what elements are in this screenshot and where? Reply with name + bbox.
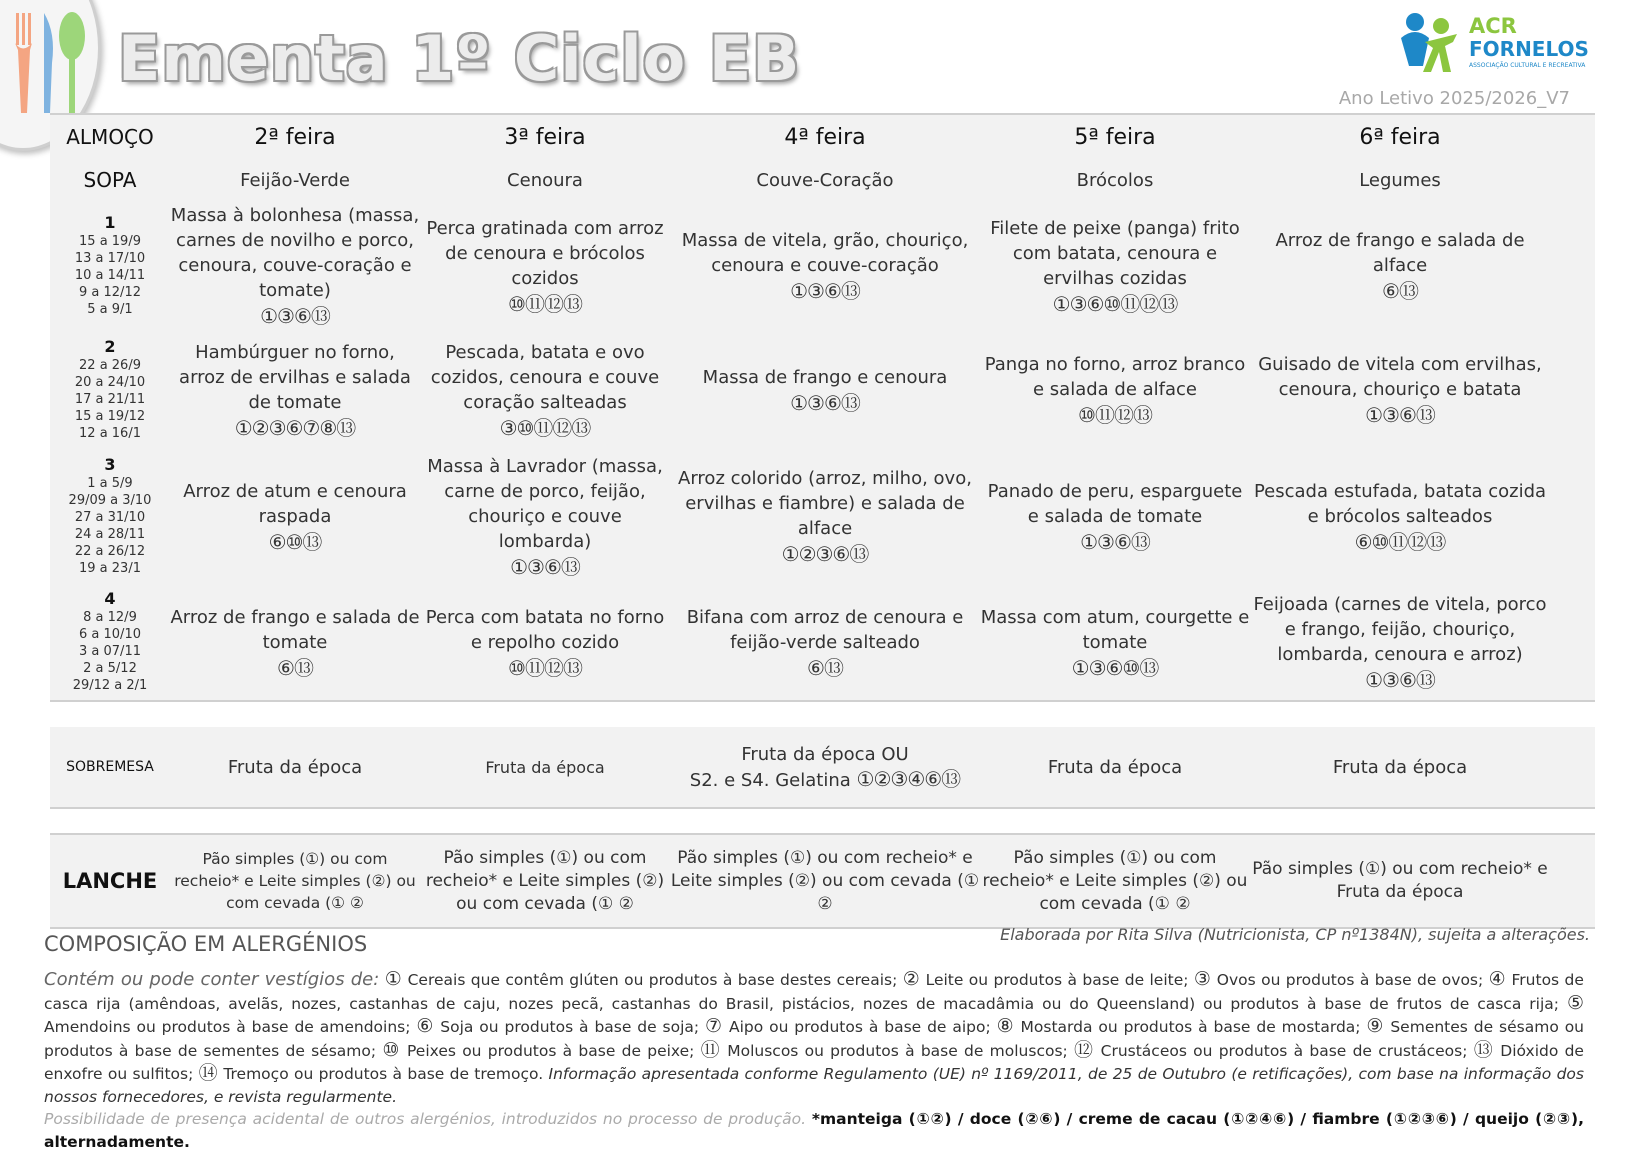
meal-text: Guisado de vitela com ervilhas, cenoura, chouriço e batata [1258,354,1542,400]
meal-allergens: ①②③⑥⑦⑧⑬ [234,415,356,440]
meal-allergens: ①③⑥⑬ [1365,668,1435,692]
allergen-description: Crustáceos ou produtos à base de crustáceos; [1100,1041,1468,1060]
lanche-label: LANCHE [62,868,158,893]
meal-text: Massa à bolonhesa (massa, carnes de novilho e porco, cenoura, couve-coração e tomate) [170,205,420,301]
meal-allergens: ①③⑥⑬ [790,390,860,415]
meal-allergens: ①③⑥⑩⑪⑫⑬ [1052,291,1178,316]
meal-text: Pescada, batata e ovo cozidos, cenoura e couve coração salteadas [430,341,660,413]
week-label [50,448,170,583]
meal-text: Massa de vitela, grão, chouriço, cenoura e couve-coração [681,230,969,276]
meal-friday [1250,200,1550,330]
page-title: Ementa 1º Ciclo EB [118,22,801,95]
sopa-row [50,160,1595,200]
meal-tuesday [420,448,670,583]
meal-allergens: ⑥⑬ [1382,279,1418,303]
sobremesa-tuesday: Fruta da época [485,757,605,777]
meal-wednesday [670,448,980,583]
meal-thursday [980,200,1250,330]
meal-text: Perca gratinada com arroz de cenoura e brócolos cozidos [426,217,664,289]
utensils-icon [6,8,96,118]
meal-allergens: ①③⑥⑬ [1080,529,1150,554]
meal-wednesday [670,583,980,700]
meal-allergens: ③⑩⑪⑫⑬ [499,415,591,440]
day-monday: 2ª feira [254,125,336,150]
week-number: 2 [104,336,116,356]
meal-friday [1250,448,1550,583]
logo-fornelos: FORNELOS [1469,37,1589,61]
allergen-number: ⑧ [996,1015,1015,1037]
allergen-number: ⑥ [416,1015,435,1037]
days-header-row [50,115,1595,160]
meal-text: Filete de peixe (panga) frito com batata, cenoura e ervilhas cozidas [990,217,1240,289]
lanche-thursday: Pão simples (①) ou com recheio* e Leite simples (②) ou com cevada (① ② [982,847,1248,914]
meal-text: Perca com batata no forno e repolho cozido [425,606,665,653]
meal-thursday [980,330,1250,448]
meal-text: Feijoada (carnes de vitela, porco e frango, feijão, chouriço, lombarda, cenoura e arroz) [1253,594,1547,665]
meal-wednesday [670,200,980,330]
sobremesa-friday: Fruta da época [1332,756,1468,778]
filling-note: *manteiga (①②) / doce (②⑥) / creme de cacau (①②④⑥) / fiambre (①②③⑥) / queijo (②③), alternadamente. [44,1110,1584,1151]
week-dates: 22 a 26/9 20 a 24/10 17 a 21/11 15 a 19/12 12 a 16/1 [74,357,146,441]
logo-subtitle: ASSOCIAÇÃO CULTURAL E RECREATIVA [1469,62,1586,69]
almoco-label: ALMOÇO [66,125,154,149]
allergen-number: ⑦ [705,1015,724,1037]
allergen-number: ⑩ [382,1038,401,1061]
week-dates: 1 a 5/9 29/09 a 3/10 27 a 31/10 24 a 28/11 22 a 26/12 19 a 23/1 [68,475,152,576]
meal-text: Hambúrguer no forno, arroz de ervilhas e salada de tomate [179,341,411,413]
meal-friday [1250,330,1550,448]
meal-allergens: ①③⑥⑬ [1365,403,1435,427]
legend-lead: Contém ou pode conter vestígios de: [44,969,380,990]
sobremesa-label: SOBREMESA [66,758,154,775]
allergen-number: ⑭ [198,1062,219,1084]
logo-figures-icon [1395,8,1467,78]
week-number: 1 [104,212,116,232]
school-year: Ano Letivo 2025/2026_V7 [1338,88,1570,109]
allergen-number: ⑤ [1566,991,1584,1014]
meal-allergens: ⑥⑩⑬ [268,529,322,554]
meal-text: Panado de peru, esparguete e salada de tomate [987,480,1243,527]
week-label [50,583,170,700]
day-friday: 6ª feira [1359,125,1441,150]
allergen-description: Mostarda ou produtos à base de mostarda; [1020,1018,1361,1036]
sobremesa-thursday: Fruta da época [1047,756,1183,778]
allergen-number: ① [384,968,403,990]
allergen-legend [44,968,1584,1153]
week-row-4 [50,583,1595,702]
composition-title: COMPOSIÇÃO EM ALERGÉNIOS [44,932,368,956]
allergen-description: Frutos de casca rija (amêndoas, avelãs, nozes, castanhas de caju, nozes pecã, castanhas do Brasil, pistácios, nozes de macadâmia ou do Queensland) ou produtos à base de frutos de casca rija; [44,971,1584,1013]
meal-wednesday [670,330,980,448]
meal-text: Arroz colorido (arroz, milho, ovo, ervilhas e fiambre) e salada de alface [678,468,972,539]
meal-allergens: ①②③⑥⑬ [781,542,869,566]
sobremesa-monday: Fruta da época [227,756,363,778]
meal-tuesday [420,200,670,330]
sobremesa-wednesday-line1: Fruta da época OU [741,743,909,765]
allergen-description: Leite ou produtos à base de leite; [925,971,1189,989]
meal-monday [170,330,420,448]
meal-monday [170,200,420,330]
allergen-number: ④ [1488,968,1507,990]
sobremesa-wednesday [670,727,980,807]
sopa-wednesday: Couve-Coração [756,169,894,191]
meal-allergens: ⑥⑩⑪⑫⑬ [1354,529,1446,554]
gelatina-text: S2. e S4. Gelatina [689,769,851,791]
meal-allergens: ⑩⑪⑫⑬ [1078,403,1152,427]
week-dates: 15 a 19/9 13 a 17/10 10 a 14/11 9 a 12/12 5 a 9/1 [74,233,146,317]
sopa-label: SOPA [83,167,137,192]
allergen-description: Soja ou produtos à base de soja; [440,1018,700,1036]
meal-tuesday [420,583,670,700]
regulation-note: Informação apresentada conforme Regulamento (UE) nº 1169/2011, de 25 de Outubro (e retificações), com base na informação dos nossos fornecedores, e revista regularmente. [44,1065,1584,1106]
meal-thursday [980,448,1250,583]
day-wednesday: 4ª feira [784,125,866,150]
week-label [50,200,170,330]
meal-allergens: ①③⑥⑬ [790,279,860,303]
meal-allergens: ⑩⑪⑫⑬ [508,291,582,316]
gelatina-allergens: ①②③④⑥⑬ [856,766,961,791]
meal-monday [170,448,420,583]
meal-monday [170,583,420,700]
meal-friday [1250,583,1550,700]
week-label [50,330,170,448]
allergen-number: ⑪ [700,1038,721,1061]
meal-text: Massa com atum, courgette e tomate [980,606,1250,653]
meal-tuesday [420,330,670,448]
allergen-description: Dióxido de enxofre ou sulfitos; [44,1041,1584,1083]
meal-allergens: ①③⑥⑬ [260,304,330,328]
meal-allergens: ⑩⑪⑫⑬ [508,655,582,680]
lanche-friday: Pão simples (①) ou com recheio* e Fruta da época [1252,859,1548,902]
week-number: 3 [104,454,116,474]
sobremesa-wednesday-line2 [690,767,960,793]
allergen-number: ⑬ [1473,1038,1495,1061]
meal-text: Bifana com arroz de cenoura e feijão-verde salteado [686,606,964,653]
meal-text: Pescada estufada, batata cozida e brócolos salteados [1253,480,1547,527]
sobremesa-row [50,727,1595,809]
lanche-tuesday: Pão simples (①) ou com recheio* e Leite simples (②) ou com cevada (① ② [425,847,665,914]
sopa-thursday: Brócolos [1076,169,1154,191]
week-dates: 8 a 12/9 6 a 10/10 3 a 07/11 2 a 5/12 29/12 a 2/1 [72,610,148,693]
lanche-monday: Pão simples (①) ou com recheio* e Leite simples (②) ou com cevada (① ② [174,850,416,912]
day-tuesday: 3ª feira [504,125,586,150]
allergen-number: ② [902,968,921,990]
meal-text: Arroz de atum e cenoura raspada [183,480,407,527]
day-thursday: 5ª feira [1074,125,1156,150]
acr-fornelos-logo [1395,8,1600,78]
meal-allergens: ⑥⑬ [807,655,843,680]
allergen-description: Aipo ou produtos à base de aipo; [728,1018,991,1036]
allergen-description: Cereais que contêm glúten ou produtos à base destes cereais; [407,971,898,989]
sopa-friday: Legumes [1359,169,1441,191]
lanche-wednesday: Pão simples (①) ou com recheio* e Leite simples (②) ou com cevada (① ② [670,847,980,914]
allergen-description: Ovos ou produtos à base de ovos; [1216,971,1484,989]
week-number: 4 [104,589,116,608]
meal-text: Massa de frango e cenoura [702,366,948,388]
allergen-number: ③ [1193,968,1212,990]
meal-text: Panga no forno, arroz branco e salada de alface [984,354,1246,400]
week-row-2 [50,330,1595,450]
meal-text: Arroz de frango e salada de tomate [170,606,420,653]
meal-thursday [980,583,1250,700]
elaborated-by: Elaborada por Rita Silva (Nutricionista, CP nº1384N), sujeita a alterações. [1000,925,1590,944]
meal-text: Arroz de frango e salada de alface [1275,230,1525,276]
allergen-description: Tremoço ou produtos à base de tremoço. [223,1065,544,1083]
allergen-description: Sementes de sésamo ou produtos à base de sementes de sésamo; [44,1018,1584,1060]
week-row-1 [50,200,1595,332]
allergen-number: ⑨ [1366,1015,1385,1037]
meal-text: Massa à Lavrador (massa, carne de porco, feijão, chouriço e couve lombarda) [427,455,663,552]
allergen-description: Moluscos ou produtos à base de moluscos; [727,1041,1068,1060]
week-row-3 [50,448,1595,585]
sopa-monday: Feijão-Verde [240,169,350,191]
meal-allergens: ①③⑥⑩⑬ [1071,655,1159,680]
logo-acr: ACR [1469,14,1517,38]
meal-allergens: ⑥⑬ [277,655,313,680]
lanche-row [50,833,1595,929]
meal-allergens: ①③⑥⑬ [510,554,580,579]
accidental-presence-note: Possibilidade de presença acidental de outros alergénios, introduzidos no processo de produção. [44,1110,807,1128]
allergen-description: Peixes ou produtos à base de peixe; [407,1041,695,1060]
allergen-description: Amendoins ou produtos à base de amendoins; [44,1018,411,1036]
sopa-tuesday: Cenoura [507,169,583,191]
allergen-number: ⑫ [1074,1038,1095,1061]
